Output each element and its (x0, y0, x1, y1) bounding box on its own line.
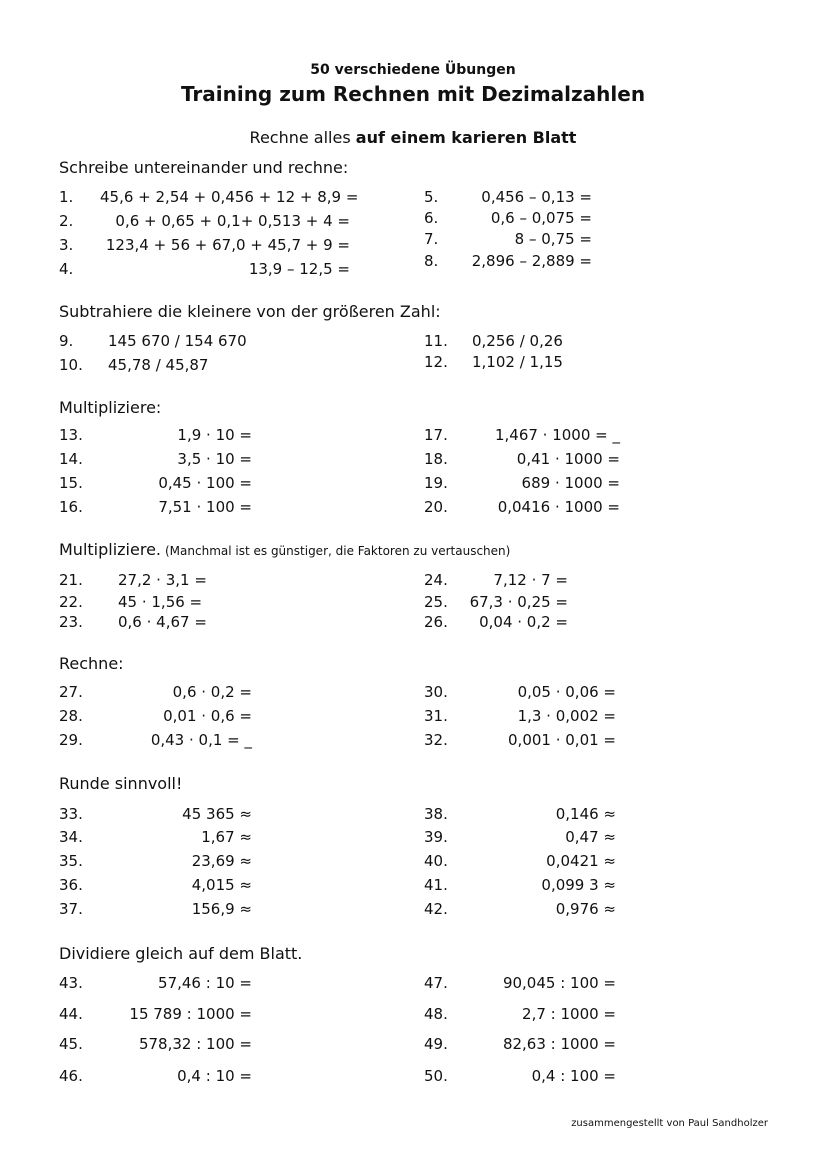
instruction-emphasis: auf einem karieren Blatt (355, 128, 577, 147)
exercise-number: 47. (424, 974, 448, 992)
exercise-expression: 15 789 : 1000 = (129, 1005, 252, 1023)
exercise-number: 29. (59, 731, 83, 749)
exercise-expression: 0,001 · 0,01 = (508, 731, 616, 749)
section-heading-text: Subtrahiere die kleinere von der größeren Zahl: (59, 302, 441, 321)
exercise-number: 7. (424, 230, 439, 248)
exercise-number: 4. (59, 260, 74, 278)
exercise-expression: 45 · 1,56 = (118, 593, 203, 611)
exercise-number: 6. (424, 209, 439, 227)
exercise-expression: 0,146 ≈ (555, 805, 616, 823)
exercise-number: 2. (59, 212, 74, 230)
section-heading-note: (Manchmal ist es günstiger, die Faktoren zu vertauschen) (165, 544, 511, 558)
exercise-expression: 0,256 / 0,26 (472, 332, 563, 350)
exercise-expression: 123,4 + 56 + 67,0 + 45,7 + 9 = (105, 236, 350, 254)
exercise-number: 8. (424, 252, 439, 270)
instruction-text: Rechne alles (249, 128, 356, 147)
exercise-expression: 1,9 · 10 = (177, 426, 252, 444)
exercise-number: 39. (424, 828, 448, 846)
exercise-number: 11. (424, 332, 448, 350)
exercise-expression: 0,47 ≈ (565, 828, 616, 846)
section-heading (59, 158, 348, 177)
exercise-expression: 0,43 · 0,1 = _ (150, 731, 252, 749)
exercise-expression: 578,32 : 100 = (138, 1035, 252, 1053)
exercise-expression: 0,976 ≈ (555, 900, 616, 918)
exercise-number: 37. (59, 900, 83, 918)
exercise-expression: 45 365 ≈ (182, 805, 252, 823)
exercise-expression: 0,0421 ≈ (546, 852, 616, 870)
exercise-expression: 3,5 · 10 = (177, 450, 252, 468)
exercise-number: 17. (424, 426, 448, 444)
worksheet-supertitle: 50 verschiedene Übungen (310, 62, 516, 78)
exercise-number: 21. (59, 571, 83, 589)
exercise-expression: 0,0416 · 1000 = (497, 498, 620, 516)
exercise-expression: 145 670 / 154 670 (108, 332, 247, 350)
exercise-number: 40. (424, 852, 448, 870)
exercise-number: 5. (424, 188, 439, 206)
exercise-expression: 1,67 ≈ (201, 828, 252, 846)
worksheet-title: Training zum Rechnen mit Dezimalzahlen (180, 82, 646, 106)
exercise-expression: 90,045 : 100 = (502, 974, 616, 992)
exercise-expression: 2,896 – 2,889 = (471, 252, 592, 270)
section-heading (59, 302, 441, 321)
exercise-number: 49. (424, 1035, 448, 1053)
exercise-expression: 689 · 1000 = (521, 474, 620, 492)
exercise-number: 13. (59, 426, 83, 444)
exercise-number: 9. (59, 332, 74, 350)
exercise-expression: 0,6 · 0,2 = (172, 683, 252, 701)
section-heading (59, 774, 182, 793)
section-heading-text: Multipliziere. (59, 540, 161, 559)
author-credit: zusammengestellt von Paul Sandholzer (571, 1118, 768, 1129)
exercise-expression: 7,51 · 100 = (158, 498, 252, 516)
exercise-number: 34. (59, 828, 83, 846)
exercise-number: 46. (59, 1067, 83, 1085)
exercise-number: 32. (424, 731, 448, 749)
exercise-number: 14. (59, 450, 83, 468)
exercise-number: 42. (424, 900, 448, 918)
exercise-number: 26. (424, 613, 448, 631)
exercise-expression: 8 – 0,75 = (514, 230, 592, 248)
section-heading-text: Dividiere gleich auf dem Blatt. (59, 944, 303, 963)
exercise-number: 41. (424, 876, 448, 894)
exercise-number: 30. (424, 683, 448, 701)
exercise-expression: 0,04 · 0,2 = (479, 613, 568, 631)
exercise-number: 35. (59, 852, 83, 870)
exercise-number: 10. (59, 356, 83, 374)
exercise-number: 25. (424, 593, 448, 611)
exercise-expression: 0,41 · 1000 = (516, 450, 620, 468)
exercise-number: 27. (59, 683, 83, 701)
exercise-number: 50. (424, 1067, 448, 1085)
section-heading (59, 944, 302, 963)
exercise-expression: 0,4 : 100 = (531, 1067, 616, 1085)
exercise-number: 45. (59, 1035, 83, 1053)
exercise-number: 24. (424, 571, 448, 589)
exercise-expression: 0,05 · 0,06 = (517, 683, 616, 701)
exercise-expression: 45,6 + 2,54 + 0,456 + 12 + 8,9 = (100, 188, 359, 206)
exercise-number: 48. (424, 1005, 448, 1023)
section-heading-text: Schreibe untereinander und rechne: (59, 158, 349, 177)
exercise-number: 28. (59, 707, 83, 725)
section-heading (59, 398, 161, 417)
section-heading-text: Multipliziere: (59, 398, 162, 417)
exercise-number: 12. (424, 353, 448, 371)
exercise-expression: 0,01 · 0,6 = (163, 707, 252, 725)
exercise-number: 44. (59, 1005, 83, 1023)
exercise-expression: 0,6 · 4,67 = (118, 613, 207, 631)
exercise-number: 16. (59, 498, 83, 516)
exercise-expression: 1,102 / 1,15 (472, 353, 563, 371)
exercise-number: 43. (59, 974, 83, 992)
exercise-expression: 0,6 – 0,075 = (490, 209, 592, 227)
exercise-expression: 27,2 · 3,1 = (118, 571, 207, 589)
exercise-expression: 0,4 : 10 = (177, 1067, 252, 1085)
exercise-expression: 4,015 ≈ (191, 876, 252, 894)
exercise-number: 18. (424, 450, 448, 468)
worksheet-instruction (0, 128, 826, 147)
exercise-number: 33. (59, 805, 83, 823)
exercise-expression: 23,69 ≈ (191, 852, 252, 870)
exercise-number: 15. (59, 474, 83, 492)
exercise-expression: 0,45 · 100 = (158, 474, 252, 492)
exercise-expression: 67,3 · 0,25 = (469, 593, 568, 611)
exercise-expression: 156,9 ≈ (191, 900, 252, 918)
section-heading (59, 540, 510, 559)
exercise-expression: 45,78 / 45,87 (108, 356, 209, 374)
exercise-number: 31. (424, 707, 448, 725)
exercise-number: 36. (59, 876, 83, 894)
section-heading-text: Runde sinnvoll! (59, 774, 183, 793)
exercise-expression: 57,46 : 10 = (158, 974, 252, 992)
exercise-expression: 0,6 + 0,65 + 0,1+ 0,513 + 4 = (115, 212, 350, 230)
exercise-expression: 0,099 3 ≈ (541, 876, 616, 894)
exercise-expression: 82,63 : 1000 = (502, 1035, 616, 1053)
exercise-number: 1. (59, 188, 74, 206)
section-heading (59, 654, 124, 673)
exercise-expression: 13,9 – 12,5 = (248, 260, 350, 278)
exercise-expression: 0,456 – 0,13 = (481, 188, 592, 206)
exercise-expression: 2,7 : 1000 = (522, 1005, 616, 1023)
exercise-expression: 1,3 · 0,002 = (517, 707, 616, 725)
exercise-expression: 1,467 · 1000 = _ (494, 426, 620, 444)
exercise-number: 3. (59, 236, 74, 254)
section-heading-text: Rechne: (59, 654, 124, 673)
exercise-number: 38. (424, 805, 448, 823)
exercise-expression: 7,12 · 7 = (493, 571, 568, 589)
exercise-number: 20. (424, 498, 448, 516)
exercise-number: 23. (59, 613, 83, 631)
exercise-number: 22. (59, 593, 83, 611)
exercise-number: 19. (424, 474, 448, 492)
